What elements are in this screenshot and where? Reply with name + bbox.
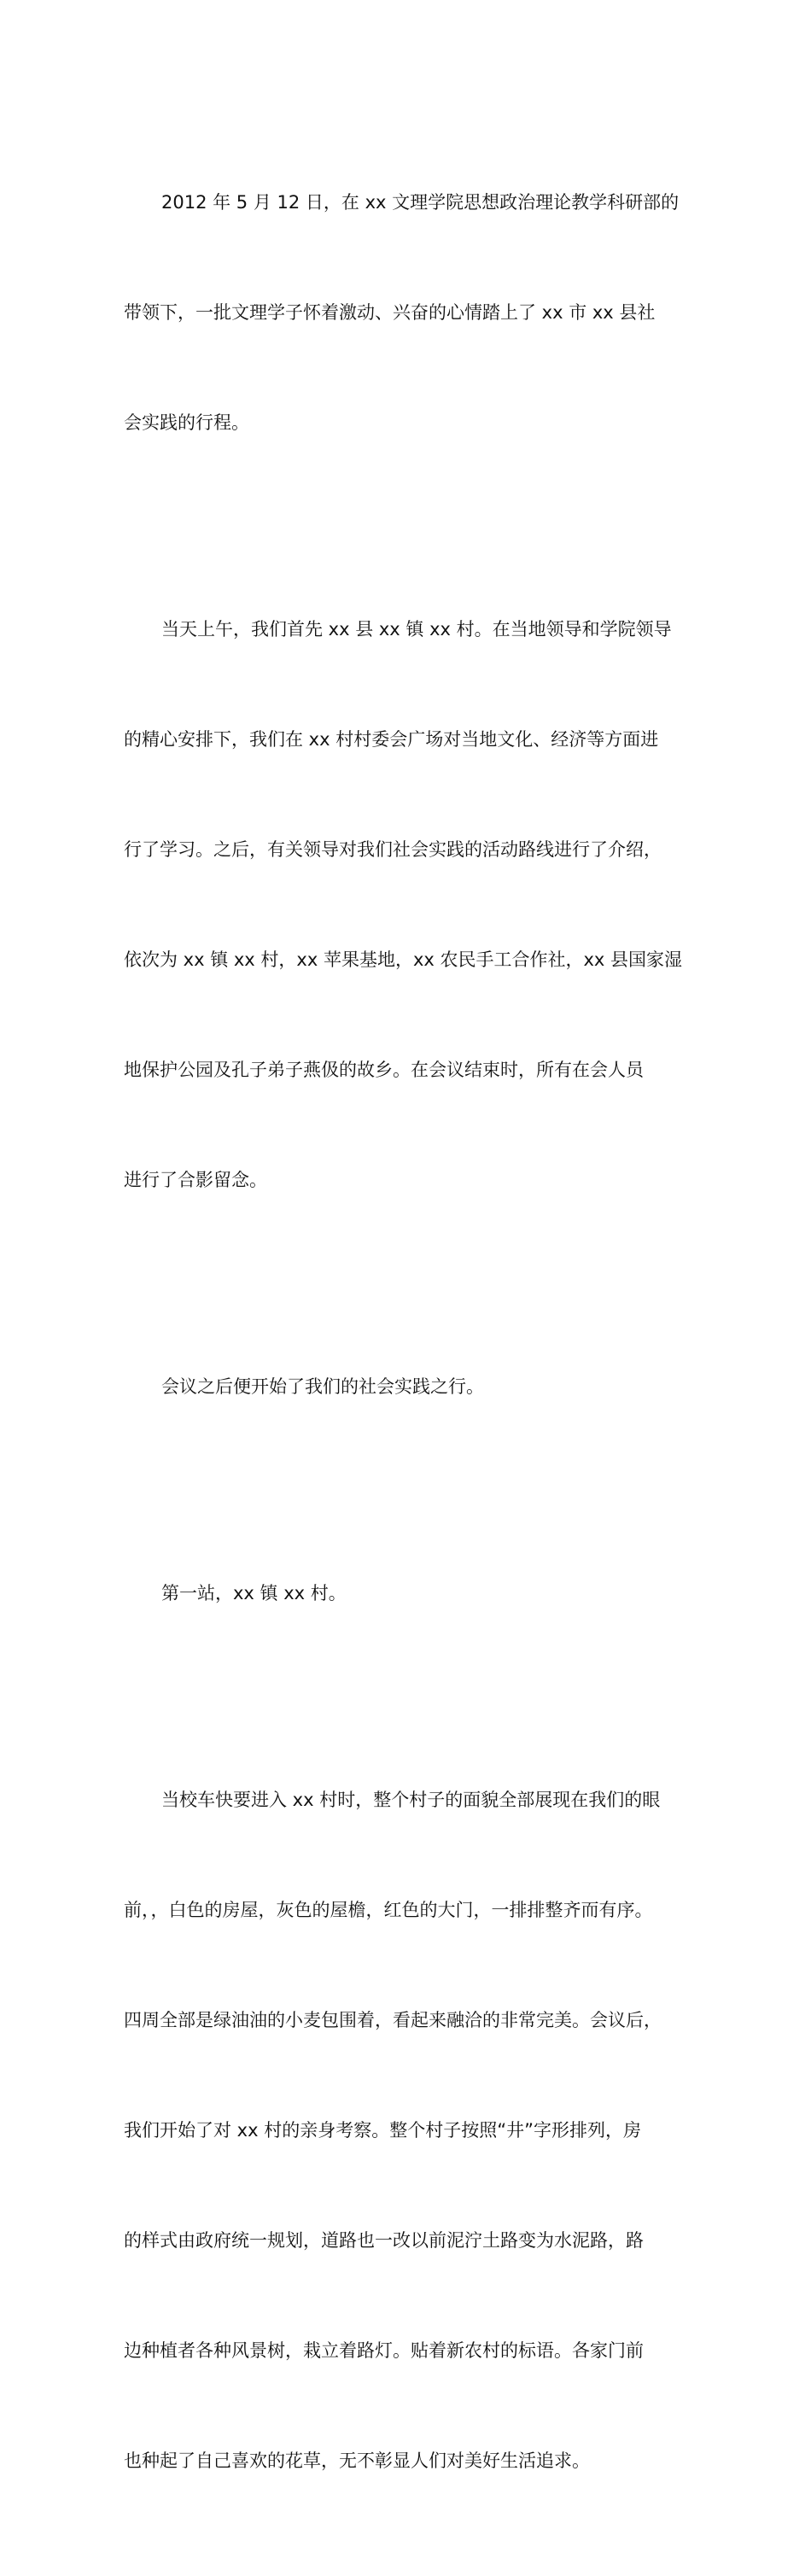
text-line: 第一站，xx 镇 xx 村。 [161,1583,347,1603]
text-line: 的样式由政府统一规划，道路也一改以前泥泞土路变为水泥路，路 [124,2230,644,2251]
text-line: 2012 年 5 月 12 日，在 xx 文理学院思想政治理论教学科研部的 [161,192,680,213]
text-line: 行了学习。之后，有关领导对我们社会实践的活动路线进行了介绍， [124,839,662,860]
text-line: 四周全部是绿油油的小麦包围着，看起来融洽的非常完美。会议后， [124,2010,662,2030]
text-line: 前，，白色的房屋，灰色的屋檐，红色的大门，一排排整齐而有序。 [124,1900,653,1920]
text-line: 会实践的行程。 [124,412,249,433]
text-line: 我们开始了对 xx 村的亲身考察。整个村子按照“井”字形排列，房 [124,2120,641,2141]
text-line: 也种起了自己喜欢的花草，无不彰显人们对美好生活追求。 [124,2450,590,2471]
text-line: 带领下，一批文理学子怀着激动、兴奋的心情踏上了 xx 市 xx 县社 [124,302,656,323]
text-line: 进行了合影留念。 [124,1170,267,1190]
paragraph-1 [124,111,691,515]
text-line: 当天上午，我们首先 xx 县 xx 镇 xx 村。在当地领导和学院领导 [161,619,672,640]
paragraph-4 [124,1502,691,1685]
text-line: 边种植者各种风景树，栽立着路灯。贴着新农村的标语。各家门前 [124,2340,644,2361]
text-line: 地保护公园及孔子弟子燕伋的故乡。在会议结束时，所有在会人员 [124,1060,644,1080]
paragraph-5 [124,1709,691,2553]
text-line: 的精心安排下，我们在 xx 村村委会广场对当地文化、经济等方面进 [124,729,659,750]
paragraph-3 [124,1295,691,1479]
text-line: 当校车快要进入 xx 村时，整个村子的面貌全部展现在我们的眼 [161,1790,661,1810]
text-line: 依次为 xx 镇 xx 村，xx 苹果基地，xx 农民手工合作社，xx 县国家湿 [124,949,683,970]
document-page [124,111,691,2576]
text-line: 会议之后便开始了我们的社会实践之行。 [161,1376,484,1397]
paragraph-2 [124,538,691,1272]
